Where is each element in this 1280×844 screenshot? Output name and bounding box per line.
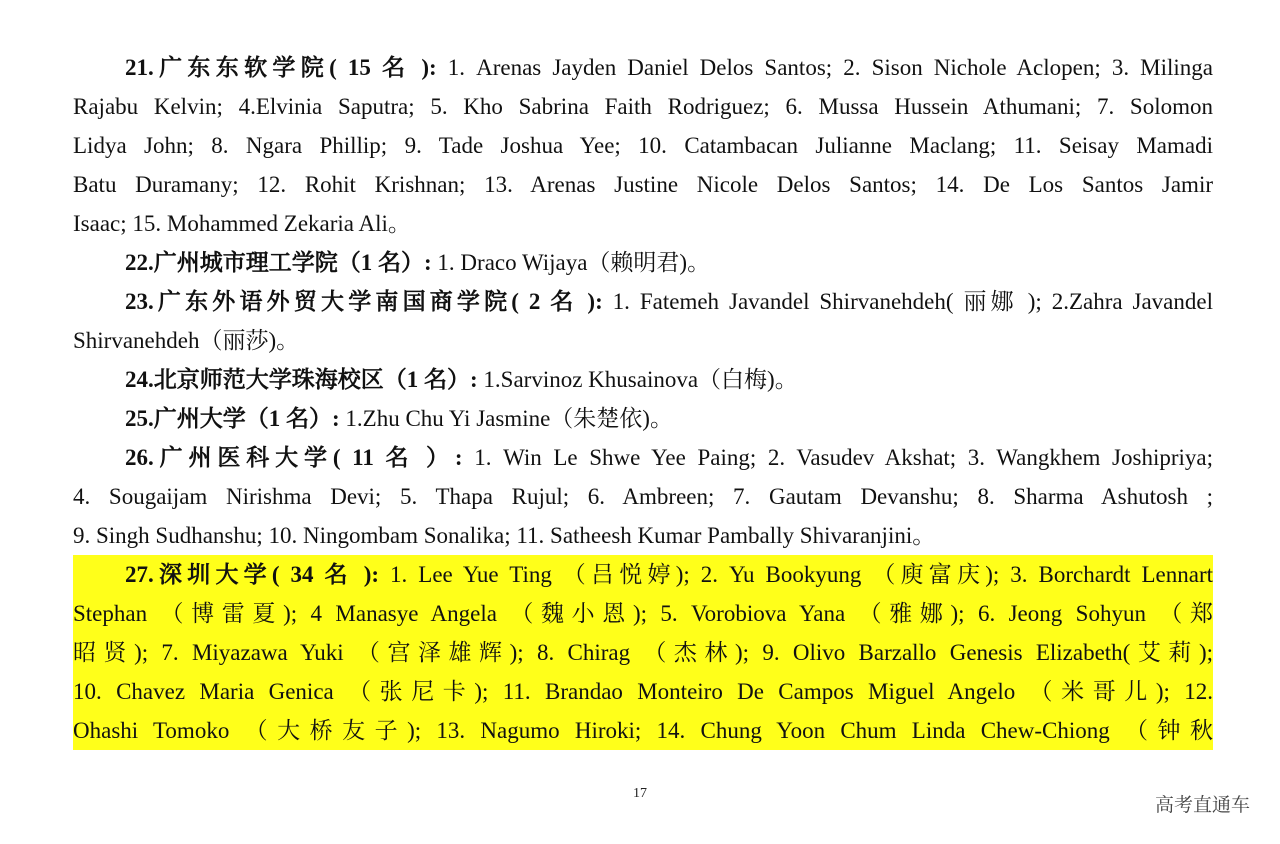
section-heading: 25.广州大学（1 名）:	[125, 406, 340, 431]
text-line	[73, 165, 1213, 204]
text-line	[73, 87, 1213, 126]
line-text: Ohashi Tomoko （大桥友子); 13. Nagumo Hiroki; 14. Chung Yoon Chum Linda Chew-Chiong （钟秋	[73, 718, 1213, 743]
text-line	[73, 126, 1213, 165]
line-text: Isaac; 15. Mohammed Zekaria Ali。	[73, 211, 411, 236]
section-heading: 26.广州医科大学( 11 名 ）:	[125, 445, 463, 470]
text-line	[73, 633, 1213, 672]
watermark-text: 高考直通车	[1154, 794, 1250, 816]
line-text: Batu Duramany; 12. Rohit Krishnan; 13. Arenas Justine Nicole Delos Santos; 14. De Los Santos Jamir	[73, 172, 1213, 197]
page-number: 17	[633, 786, 647, 801]
section-heading: 22.广州城市理工学院（1 名）:	[125, 250, 432, 275]
text-line	[73, 477, 1213, 516]
text-line	[73, 399, 1213, 438]
line-text: 1. Win Le Shwe Yee Paing; 2. Vasudev Akshat; 3. Wangkhem Joshipriya;	[462, 445, 1213, 470]
text-line	[73, 672, 1213, 711]
line-text: 1.Sarvinoz Khusainova（白梅)。	[477, 367, 798, 392]
section-heading: 21.广东东软学院( 15 名 ):	[125, 55, 437, 80]
text-line	[73, 594, 1213, 633]
section-heading: 23.广东外语外贸大学南国商学院( 2 名 ):	[125, 289, 603, 314]
text-line	[73, 438, 1213, 477]
text-line	[73, 711, 1213, 750]
line-text: Lidya John; 8. Ngara Phillip; 9. Tade Joshua Yee; 10. Catambacan Julianne Maclang; 11. Seisay Mamadi	[73, 133, 1213, 158]
text-line	[73, 321, 1213, 360]
line-text: 1. Fatemeh Javandel Shirvanehdeh( 丽娜 ); 2.Zahra Javandel	[602, 289, 1213, 314]
text-line	[73, 48, 1213, 87]
line-text: 1. Lee Yue Ting （吕悦婷); 2. Yu Bookyung （庾富庆); 3. Borchardt Lennart	[379, 562, 1213, 587]
text-line	[73, 204, 1213, 243]
line-text: 1.Zhu Chu Yi Jasmine（朱楚依)。	[339, 406, 673, 431]
line-text: 10. Chavez Maria Genica （张尼卡); 11. Brandao Monteiro De Campos Miguel Angelo （米哥儿); 12.	[73, 679, 1213, 704]
document-body	[73, 48, 1213, 750]
text-line	[73, 243, 1213, 282]
text-line	[73, 360, 1213, 399]
line-text: 昭贤); 7. Miyazawa Yuki （宫泽雄辉); 8. Chirag （杰林); 9. Olivo Barzallo Genesis Elizabeth(艾莉);	[73, 640, 1213, 665]
text-line	[73, 555, 1213, 594]
line-text: Stephan （博雷夏); 4 Manasye Angela （魏小恩); 5. Vorobiova Yana （雅娜); 6. Jeong Sohyun （郑	[73, 601, 1213, 626]
text-line	[73, 282, 1213, 321]
line-text: 1. Draco Wijaya（赖明君)。	[431, 250, 711, 275]
line-text: Rajabu Kelvin; 4.Elvinia Saputra; 5. Kho Sabrina Faith Rodriguez; 6. Mussa Hussein Athumani; 7. Solomon	[73, 94, 1213, 119]
line-text: 9. Singh Sudhanshu; 10. Ningombam Sonalika; 11. Satheesh Kumar Pambally Shivaranjini。	[73, 523, 936, 548]
line-text: Shirvanehdeh（丽莎)。	[73, 328, 300, 353]
section-heading: 24.北京师范大学珠海校区（1 名）:	[125, 367, 478, 392]
section-heading: 27.深圳大学( 34 名 ):	[125, 562, 380, 587]
text-line	[73, 516, 1213, 555]
line-text: 4. Sougaijam Nirishma Devi; 5. Thapa Rujul; 6. Ambreen; 7. Gautam Devanshu; 8. Sharma Ashutosh ;	[73, 484, 1213, 509]
line-text: 1. Arenas Jayden Daniel Delos Santos; 2. Sison Nichole Aclopen; 3. Milinga	[436, 55, 1213, 80]
